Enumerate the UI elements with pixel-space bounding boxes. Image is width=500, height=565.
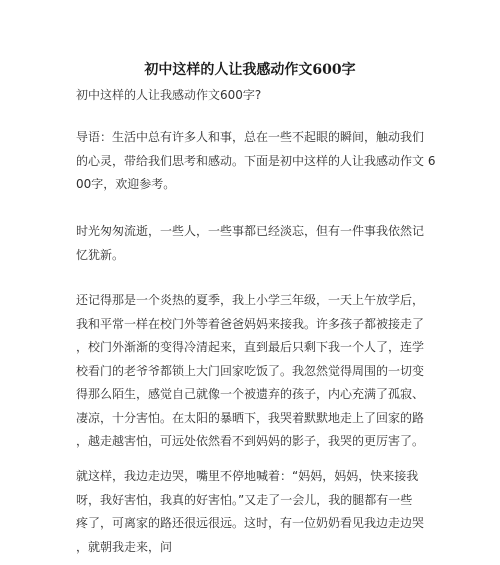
text-line: 呀，我好害怕，我真的好害怕。”又走了一会儿，我的腿都有一些 (76, 492, 413, 507)
paragraph-3 (76, 465, 432, 559)
text-line: 疼了，可离家的路还很远很远。这时，有一位奶奶看见我边走边哭 (76, 516, 425, 530)
text-line: 时光匆匆流逝，一些人，一些事都已经淡忘，但有一件事我依然记 (76, 224, 425, 238)
text-line: 的心灵，带给我们思考和感动。下面是初中这样的人让我感动作文 6 (76, 153, 436, 168)
paragraph-intro (76, 126, 436, 197)
text-line: 忆犹新。 (76, 247, 125, 262)
paragraph-1 (76, 220, 432, 267)
text-line: ，就朝我走来，问 (76, 539, 173, 554)
text-line: ，越走越害怕，可远处依然看不到妈妈的影子，我哭的更厉害了。 (76, 434, 425, 448)
document-title: 初中这样的人让我感动作文600字 (144, 62, 356, 78)
text-line: 还记得那是一个炎热的夏季，我上小学三年级，一天上午放学后， (76, 293, 425, 307)
text-line: 凄凉，十分害怕。在太阳的暴晒下，我哭着默默地走上了回家的路 (76, 410, 425, 425)
text-line: ，校门外渐渐的变得冷清起来，直到最后只剩下我一个人了，连学 (76, 340, 425, 354)
text-line: 00字，欢迎参考。 (76, 177, 176, 191)
text-line: 我和平常一样在校门外等着爸爸妈妈来接我。许多孩子都被接走了 (76, 316, 425, 331)
paragraph-2 (76, 289, 432, 454)
text-line: 得那么陌生，感觉自己就像一个被遗弃的孩子，内心充满了孤寂、 (76, 387, 425, 401)
document-subtitle: 初中这样的人让我感动作文600字? (76, 88, 262, 102)
text-line: 校看门的老爷爷都锁上大门回家吃饭了。我忽然觉得周围的一切变 (76, 363, 425, 378)
text-line: 就这样，我边走边哭，嘴里不停地喊着：“妈妈，妈妈，快来接我 (76, 469, 419, 483)
text-line: 导语：生活中总有许多人和事，总在一些不起眼的瞬间，触动我们 (76, 130, 425, 144)
